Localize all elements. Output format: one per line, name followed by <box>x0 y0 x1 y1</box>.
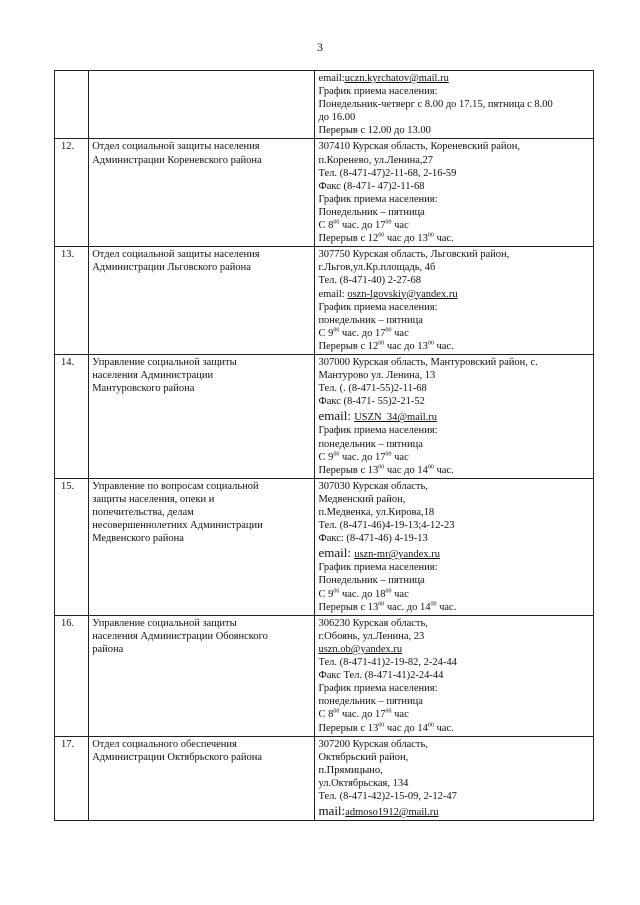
contact-info-cell <box>315 615 594 736</box>
email-prefix: email: <box>318 545 355 561</box>
schedule-label: График приема населения: <box>318 425 438 437</box>
work-hours-part: 00 <box>385 327 392 334</box>
phone-line: Тел. (8-471-42)2-15-09, 2-12-47 <box>318 790 457 802</box>
contact-info-cell <box>315 139 594 247</box>
schedule-label: График приема населения: <box>318 193 438 205</box>
email-link[interactable]: USZN_34@mail.ru <box>354 412 438 424</box>
break-hours-part: час. <box>433 340 454 352</box>
email-line <box>318 288 590 301</box>
email-link[interactable]: admoso1912@mail.ru <box>345 807 439 819</box>
work-hours-part: 00 <box>333 588 340 595</box>
break-hours-part: 00 <box>378 464 385 471</box>
work-hours-part: 00 <box>385 708 392 715</box>
email-line <box>318 803 590 819</box>
break-hours-part: 00 <box>430 601 437 608</box>
break-hours <box>318 340 590 353</box>
department-name-line: Отдел социальной защиты населения <box>92 249 260 261</box>
email-prefix: email: <box>318 288 348 300</box>
address-line: 307410 Курская область, Кореневский район, <box>318 141 520 153</box>
schedule-days: понедельник – пятница <box>318 314 423 326</box>
schedule-days: Понедельник – пятница <box>318 206 425 218</box>
schedule-label: График приема населения: <box>318 562 438 574</box>
department-name-line: Медвенского района <box>92 533 184 545</box>
break-hours-part: Перерыв с 13 <box>318 601 379 613</box>
address-line: Мантурово ул. Ленина, 13 <box>318 370 436 382</box>
work-hours-part: 00 <box>385 219 392 226</box>
table-row <box>55 71 594 139</box>
work-hours-part: 00 <box>385 451 392 458</box>
schedule-days: Понедельник – пятница <box>318 575 425 587</box>
work-hours-part: 00 <box>333 708 340 715</box>
table-row <box>55 478 594 615</box>
work-hours-part: С 9 <box>318 327 334 339</box>
email-link[interactable]: oszn-lgovskiy@yandex.ru <box>347 288 458 300</box>
address-line: 307750 Курская область, Льговский район, <box>318 249 510 261</box>
break-hours <box>318 722 590 735</box>
table-row <box>55 354 594 478</box>
break-hours-part: час до 14 <box>384 722 428 734</box>
address-line: п.Медвенка, ул.Кирова,18 <box>318 507 435 518</box>
schedule-days: понедельник – пятница <box>318 696 423 708</box>
row-number-cell: 13. <box>55 247 89 355</box>
row-number-cell: 15. <box>55 478 89 615</box>
email-link[interactable]: uszn.ob@yandex.ru <box>318 643 403 655</box>
table-row <box>55 736 594 821</box>
department-name-line: Мантуровского района <box>92 383 195 395</box>
email-link[interactable]: uczn.kyrchatov@mail.ru <box>344 73 449 84</box>
work-hours <box>318 327 590 340</box>
contact-info-cell <box>315 354 594 478</box>
address-line: п.Прямицыно, <box>318 764 383 776</box>
email-line: email:uczn.kyrchatov@mail.ru <box>318 73 449 84</box>
table-row <box>55 139 594 247</box>
break-hours-part: 00 <box>427 464 434 471</box>
work-hours <box>318 219 590 232</box>
department-name-cell <box>89 736 315 821</box>
schedule-label: График приема населения: <box>318 86 438 98</box>
schedule-days: понедельник – пятница <box>318 438 423 450</box>
department-name-line: Отдел социального обеспечения <box>92 738 237 750</box>
work-hours-part: С 9 <box>318 451 334 463</box>
break-hours <box>318 601 590 614</box>
break-hours-part: час. до 14 <box>384 601 431 613</box>
table-row <box>55 615 594 736</box>
address-line: 306230 Курская область, <box>318 617 428 629</box>
work-hours-part: С 8 <box>318 709 334 721</box>
work-hours <box>318 588 590 601</box>
break-hours-part: 00 <box>427 232 434 239</box>
work-hours-part: час <box>391 451 409 463</box>
department-name-line: населения Администрации <box>92 370 214 382</box>
contacts-table <box>54 70 594 821</box>
phone-line: Тел. (8-471-40) 2-27-68 <box>318 275 421 287</box>
address-line: г.Обоянь, ул.Ленина, 23 <box>318 630 425 642</box>
schedule-days: до 16.00 <box>318 112 356 124</box>
work-hours-part: час. до 17 <box>339 220 386 232</box>
phone-line: Тел. (8-471-46)4-19-13;4-12-23 <box>318 520 455 532</box>
work-hours-part: час. до 17 <box>339 451 386 463</box>
break-hours-part: 00 <box>427 340 434 347</box>
break-hours <box>318 464 590 477</box>
address-line: п.Коренево, ул.Ленина,27 <box>318 154 433 166</box>
department-name-cell <box>89 139 315 247</box>
department-name-line: Отдел социальной защиты населения <box>92 141 260 153</box>
break-hours-part: 00 <box>378 601 385 608</box>
department-name-line: Управление социальной защиты <box>92 356 237 368</box>
break-hours-part: 00 <box>378 722 385 728</box>
email-link[interactable]: uszn-mr@yandex.ru <box>354 549 440 561</box>
work-hours-part: 00 <box>333 219 340 226</box>
break-hours <box>318 232 590 245</box>
work-hours <box>318 451 590 464</box>
break-hours-part: час. <box>436 601 457 613</box>
break-hours-part: Перерыв с 13 <box>318 722 379 734</box>
email-prefix: email: <box>318 408 355 424</box>
email-prefix: mail: <box>318 803 346 819</box>
work-hours-part: час. до 18 <box>339 588 386 600</box>
break-hours-part: Перерыв с 12 <box>318 340 379 352</box>
work-hours <box>318 708 590 721</box>
work-hours-part: С 8 <box>318 220 334 232</box>
break-hours-part: 00 <box>378 340 385 347</box>
page-number: 3 <box>317 40 323 54</box>
address-line: Медвенский район, <box>318 493 406 505</box>
work-hours-part: час <box>391 709 409 721</box>
fax-line: Факс (8-471- 55)2-21-52 <box>318 396 425 408</box>
schedule-label: График приема населения: <box>318 301 438 313</box>
fax-line: Факс: (8-471-46) 4-19-13 <box>318 533 428 545</box>
department-name-line: несовершеннолетних Администрации <box>92 520 263 532</box>
contact-info-cell <box>315 71 594 139</box>
break-hours: Перерыв с 12.00 до 13.00 <box>318 125 431 137</box>
work-hours-part: 00 <box>333 451 340 458</box>
break-hours-part: час до 13 <box>384 233 428 245</box>
schedule-label: График приема населения: <box>318 683 438 695</box>
break-hours-part: час. <box>433 722 454 734</box>
email-line <box>318 545 590 561</box>
department-name-cell <box>89 71 315 139</box>
email-line <box>318 643 590 656</box>
row-number-cell <box>55 71 89 139</box>
fax-line: Факс Тел. (8-471-41)2-24-44 <box>318 670 444 682</box>
department-name-cell <box>89 354 315 478</box>
break-hours-part: Перерыв с 13 <box>318 464 379 476</box>
address-line: 307030 Курская область, <box>318 480 428 492</box>
work-hours-part: час <box>391 220 409 232</box>
department-name-line: района <box>92 643 124 655</box>
phone-line: Тел. (8-471-41)2-19-82, 2-24-44 <box>318 657 457 669</box>
department-name-line: Управление социальной защиты <box>92 617 237 629</box>
break-hours-part: час до 14 <box>384 464 428 476</box>
address-line: ул.Октябрьская, 134 <box>318 777 409 789</box>
break-hours-part: час. <box>433 233 454 245</box>
department-name-line: защиты населения, опеки и <box>92 493 215 505</box>
table-row <box>55 247 594 355</box>
break-hours-part: час. <box>433 464 454 476</box>
department-name-cell <box>89 247 315 355</box>
department-name-line: Управление по вопросам социальной <box>92 480 259 492</box>
break-hours-part: 00 <box>378 232 385 239</box>
email-line <box>318 408 590 424</box>
department-name-line: Администрации Октябрьского района <box>92 751 263 763</box>
work-hours-part: 00 <box>333 327 340 334</box>
department-name-line: Администрации Льговского района <box>92 262 251 274</box>
work-hours-part: час. до 17 <box>339 709 386 721</box>
work-hours-part: час <box>391 327 409 339</box>
contact-info-cell <box>315 478 594 615</box>
address-line: Октябрьский район, <box>318 751 409 763</box>
department-name-cell <box>89 615 315 736</box>
work-hours-part: час <box>391 588 409 600</box>
address-line: 307200 Курская область, <box>318 738 428 750</box>
row-number-cell: 14. <box>55 354 89 478</box>
department-name-cell <box>89 478 315 615</box>
address-line: 307000 Курская область, Мантуровский район, с. <box>318 356 538 368</box>
schedule-days: Понедельник-четверг с 8.00 до 17.15, пятница с 8.00 <box>318 99 553 111</box>
contact-info-cell <box>315 736 594 821</box>
work-hours-part: час. до 17 <box>339 327 386 339</box>
department-name-line: Администрации Кореневского района <box>92 154 262 166</box>
address-line: г.Льгов,ул.Кр.площадь, 4б <box>318 262 436 274</box>
fax-line: Факс (8-471- 47)2-11-68 <box>318 180 425 192</box>
contact-info-cell <box>315 247 594 355</box>
row-number-cell: 16. <box>55 615 89 736</box>
phone-line: Тел. (. (8-471-55)2-11-68 <box>318 383 427 395</box>
phone-line: Тел. (8-471-47)2-11-68, 2-16-59 <box>318 167 457 179</box>
work-hours-part: С 9 <box>318 588 334 600</box>
row-number-cell: 12. <box>55 139 89 247</box>
break-hours-part: Перерыв с 12 <box>318 233 379 245</box>
break-hours-part: час до 13 <box>384 340 428 352</box>
department-name-line: населения Администрации Обоянского <box>92 630 268 642</box>
row-number-cell: 17. <box>55 736 89 821</box>
break-hours-part: 00 <box>427 722 434 728</box>
work-hours-part: 00 <box>385 588 392 595</box>
department-name-line: попечительства, делам <box>92 507 194 518</box>
